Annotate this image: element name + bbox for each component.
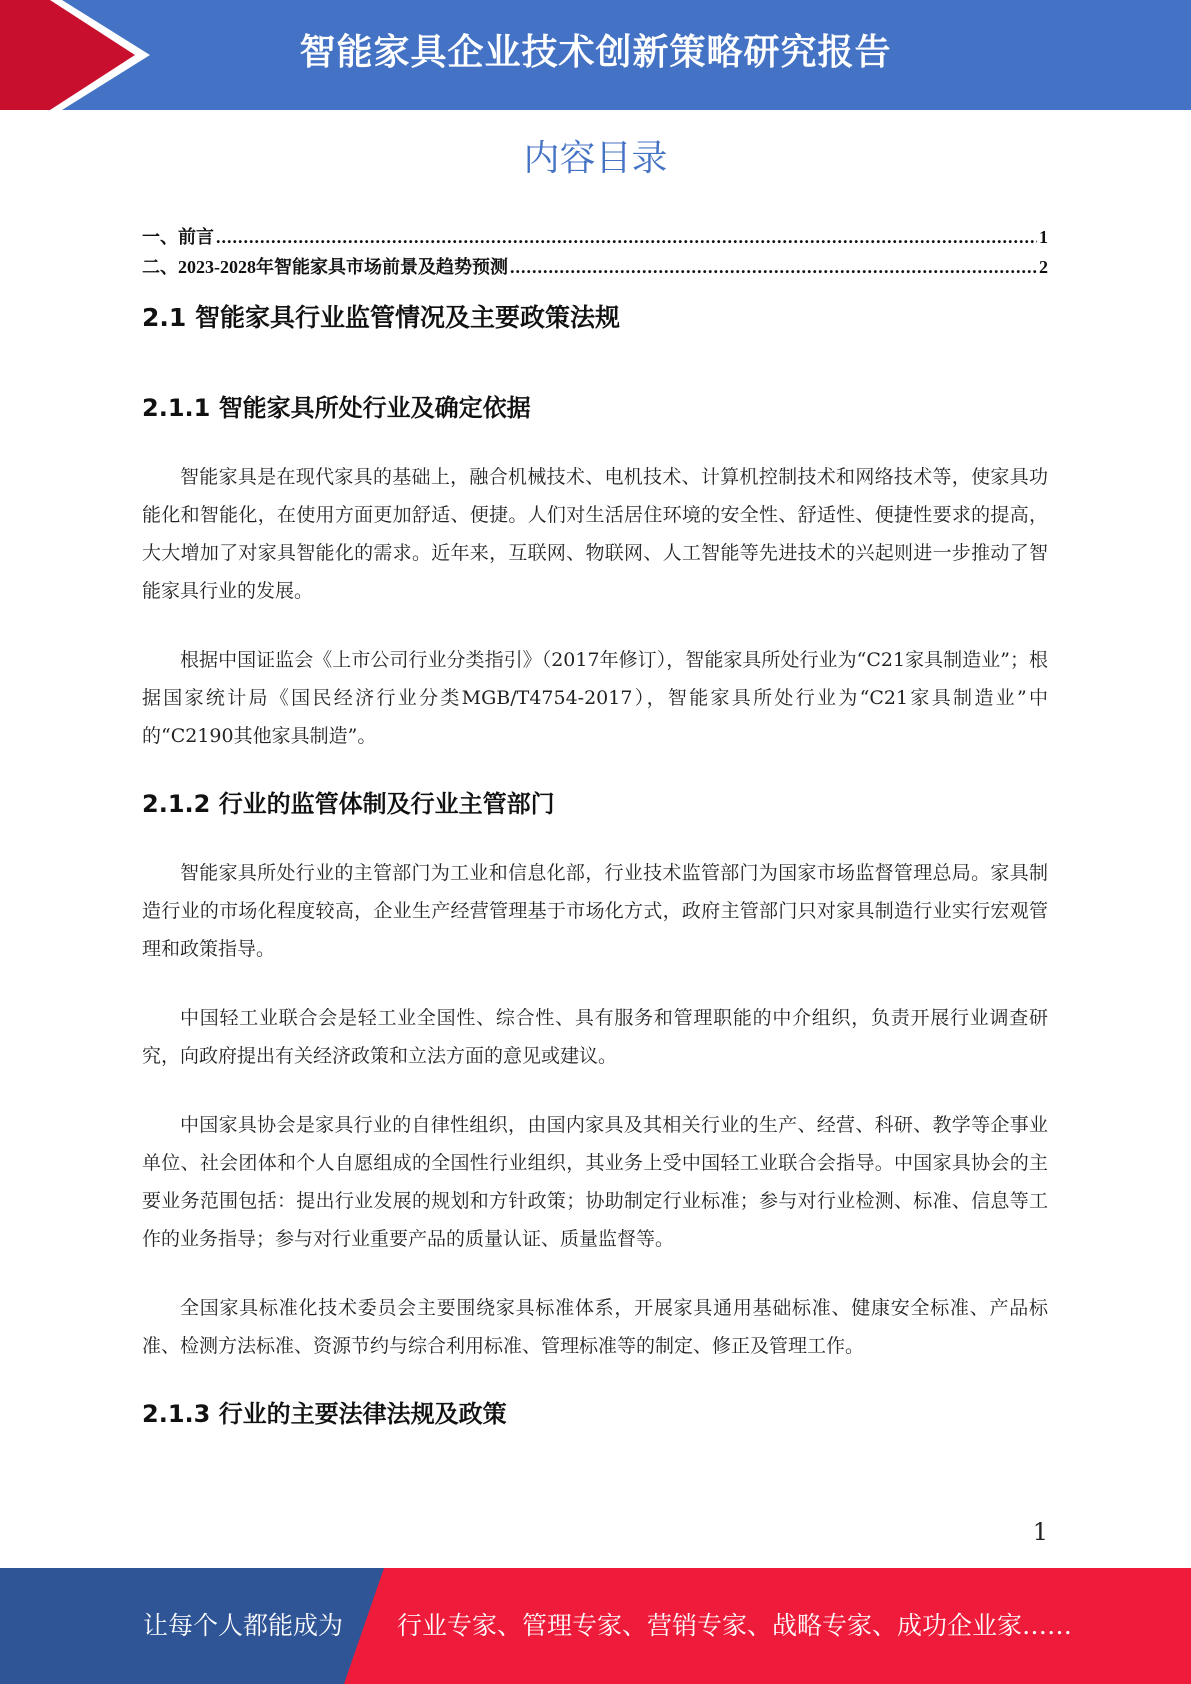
paragraph: 全国家具标准化技术委员会主要围绕家具标准体系，开展家具通用基础标准、健康安全标准、产品标准、检测方法标准、资源节约与综合利用标准、管理标准等的制定、修正及管理工作。: [142, 1297, 1048, 1357]
toc-dot-leader: [216, 222, 1037, 252]
heading-2-1: 2.1 智能家具行业监管情况及主要政策法规: [142, 303, 620, 332]
page-header: [0, 0, 1191, 110]
footer-slogan-left: 让每个人都能成为: [143, 1611, 344, 1640]
paragraph: 智能家具是在现代家具的基础上，融合机械技术、电机技术、计算机控制技术和网络技术等，使家具功能化和智能化，在使用方面更加舒适、便捷。人们对生活居住环境的安全性、舒适性、便捷性要求的提高，大大增加了对家具智能化的需求。近年来，互联网、物联网、人工智能等先进技术的兴起则进一步推动了智能家具行业的发展。: [142, 466, 1048, 602]
heading-2-1-1: 2.1.1 智能家具所处行业及确定依据: [142, 394, 531, 422]
toc-title: 内容目录: [523, 138, 668, 179]
toc-entry-page: 2: [1039, 257, 1048, 277]
paragraph: 中国家具协会是家具行业的自律性组织，由国内家具及其相关行业的生产、经营、科研、教学等企事业单位、社会团体和个人自愿组成的全国性行业组织，其业务上受中国轻工业联合会指导。中国家具协会的主要业务范围包括：提出行业发展的规划和方针政策；协助制定行业标准；参与对行业检测、标准、信息等工作的业务指导；参与对行业重要产品的质量认证、质量监督等。: [142, 1114, 1048, 1250]
report-body: [142, 298, 1048, 1464]
toc-entry-label: 一、前言: [142, 227, 214, 247]
paragraph: 中国轻工业联合会是轻工业全国性、综合性、具有服务和管理职能的中介组织，负责开展行业调查研究，向政府提出有关经济政策和立法方面的意见或建议。: [142, 1007, 1048, 1067]
paragraph: 根据中国证监会《上市公司行业分类指引》（2017年修订），智能家具所处行业为“C21家具制造业”；根据国家统计局《国民经济行业分类MGB/T4754-2017），智能家具所处行业为“C21家具制造业”中的“C2190其他家具制造”。: [142, 649, 1048, 747]
toc-entry-preface[interactable]: [142, 222, 1048, 252]
heading-2-1-2: 2.1.2 行业的监管体制及行业主管部门: [142, 790, 555, 818]
toc-dot-leader: [510, 252, 1037, 282]
toc-entry-page: 1: [1039, 227, 1048, 247]
paragraph: 智能家具所处行业的主管部门为工业和信息化部，行业技术监管部门为国家市场监督管理总局。家具制造行业的市场化程度较高，企业生产经营管理基于市场化方式，政府主管部门只对家具制造行业实行宏观管理和政策指导。: [142, 862, 1048, 960]
table-of-contents: [142, 222, 1048, 282]
heading-2-1-3: 2.1.3 行业的主要法律法规及政策: [142, 1400, 507, 1428]
toc-entry-market-outlook[interactable]: [142, 252, 1048, 282]
toc-entry-label: 二、2023-2028年智能家具市场前景及趋势预测: [142, 257, 508, 277]
page-number: 1: [1032, 1518, 1048, 1546]
report-title: 智能家具企业技术创新策略研究报告: [299, 32, 892, 73]
page-footer: [0, 1568, 1191, 1684]
footer-slogan-right: 行业专家、管理专家、营销专家、战略专家、成功企业家……: [397, 1611, 1073, 1640]
